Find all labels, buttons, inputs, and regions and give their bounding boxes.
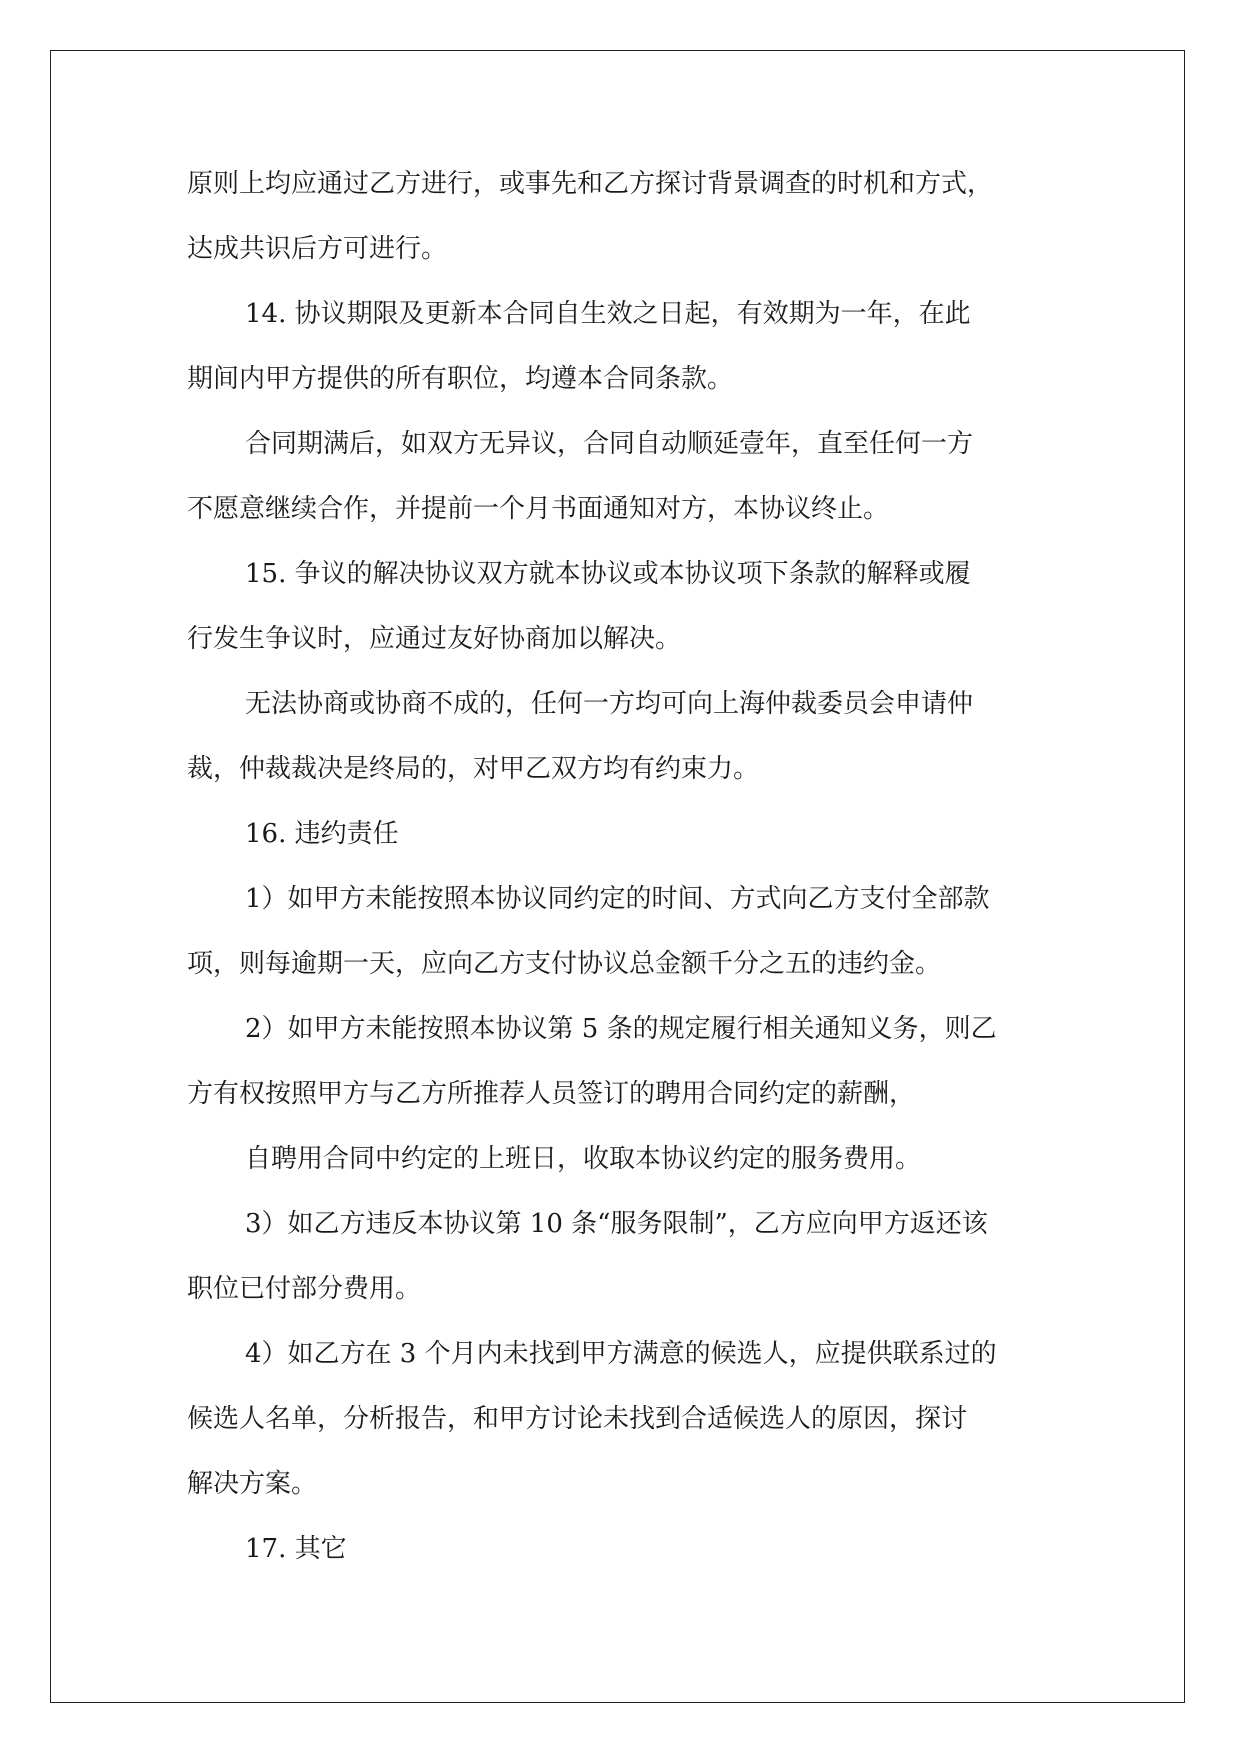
text-line: 裁，仲裁裁决是终局的，对甲乙双方均有约束力。 <box>187 754 760 784</box>
text-line: 原则上均应通过乙方进行，或事先和乙方探讨背景调查的时机和方式， <box>187 169 994 199</box>
text-line: 项，则每逾期一天，应向乙方支付协议总金额千分之五的违约金。 <box>187 949 942 979</box>
list-item-4: 4）如乙方在 3 个月内未找到甲方满意的候选人，应提供联系过的 <box>245 1339 997 1369</box>
clause-17-heading: 17. 其它 <box>245 1534 347 1564</box>
text-line: 自聘用合同中约定的上班日，收取本协议约定的服务费用。 <box>245 1144 922 1174</box>
text-line: 无法协商或协商不成的，任何一方均可向上海仲裁委员会申请仲 <box>245 689 974 719</box>
list-item-1: 1）如甲方未能按照本协议同约定的时间、方式向乙方支付全部款 <box>245 884 990 914</box>
text-line: 达成共识后方可进行。 <box>187 234 448 264</box>
text-line: 行发生争议时，应通过友好协商加以解决。 <box>187 624 682 654</box>
text-line: 合同期满后，如双方无异议，合同自动顺延壹年，直至任何一方 <box>245 429 974 459</box>
list-item-3: 3）如乙方违反本协议第 10 条“服务限制”，乙方应向甲方返还该 <box>245 1209 988 1239</box>
text-line: 期间内甲方提供的所有职位，均遵本合同条款。 <box>187 364 734 394</box>
clause-15-heading: 15. 争议的解决协议双方就本协议或本协议项下条款的解释或履 <box>245 559 971 589</box>
text-line: 方有权按照甲方与乙方所推荐人员签订的聘用合同约定的薪酬， <box>187 1079 916 1109</box>
text-line: 职位已付部分费用。 <box>187 1274 422 1304</box>
text-line: 不愿意继续合作，并提前一个月书面通知对方，本协议终止。 <box>187 494 890 524</box>
document-body <box>187 152 1087 1582</box>
clause-16-heading: 16. 违约责任 <box>245 819 399 849</box>
clause-14-heading: 14. 协议期限及更新本合同自生效之日起，有效期为一年，在此 <box>245 299 971 329</box>
text-line: 解决方案。 <box>187 1469 318 1499</box>
text-line: 候选人名单，分析报告，和甲方讨论未找到合适候选人的原因，探讨 <box>187 1404 968 1434</box>
list-item-2: 2）如甲方未能按照本协议第 5 条的规定履行相关通知义务，则乙 <box>245 1014 997 1044</box>
